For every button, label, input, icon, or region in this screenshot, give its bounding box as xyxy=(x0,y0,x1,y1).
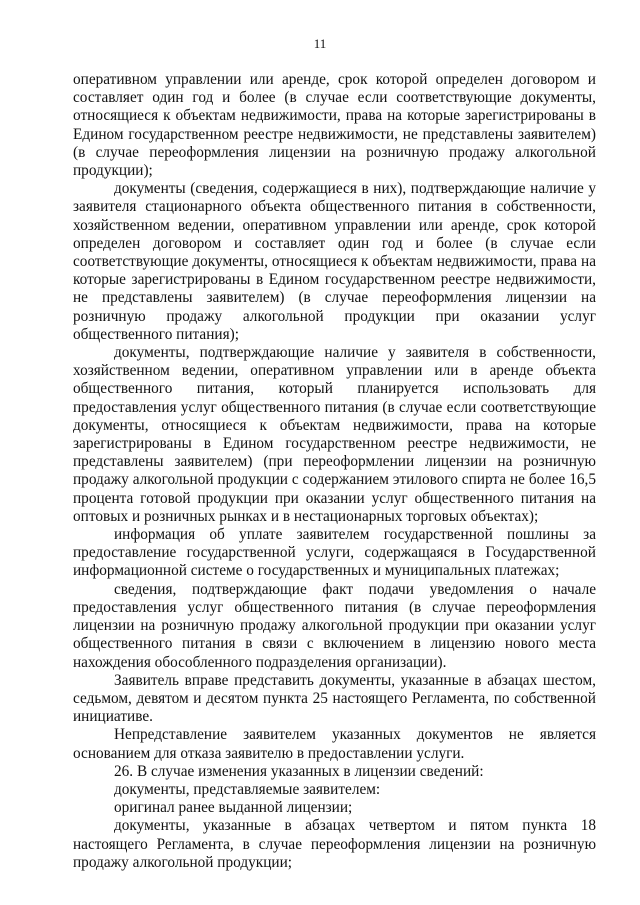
paragraph: документы, указанные в абзацах четвертом и пятом пункта 18 настоящего Регламента, в случае переоформления лицензии на розничную продажу алкогольной продукции; xyxy=(73,817,596,871)
paragraph: документы, представляемые заявителем: xyxy=(114,780,381,798)
paragraph: документы (сведения, содержащиеся в них), подтверждающие наличие у заявителя стационарного объекта общественного питания в собственности, хозяйственном ведении, оперативном управлении или аренде, срок которой определен договором и составляет один год и более (в случае если соответствующие документы, относящиеся к объектам недвижимости, права на которые зарегистрированы в Едином государственном реестре недвижимости, не представлены заявителем) (в случае переоформления лицензии на розничную продажу алкогольной продукции при оказании услуг общественного питания); xyxy=(73,180,596,343)
paragraph: оригинал ранее выданной лицензии; xyxy=(114,799,353,817)
paragraph: 26. В случае изменения указанных в лицензии сведений: xyxy=(114,762,484,780)
paragraph: информация об уплате заявителем государственной пошлины за предоставление государственной услуги, содержащаяся в Государственной информационной системе о государственных и муниципальных платежах; xyxy=(73,526,596,580)
paragraph: оперативном управлении или аренде, срок которой определен договором и составляет один год и более (в случае если соответствующие документы, относящиеся к объектам недвижимости, права на которые зарегистрированы в Едином государственном реестре недвижимости, не представлены заявителем) (в случае переоформления лицензии на розничную продажу алкогольной продукции); xyxy=(73,71,596,180)
paragraph: Заявитель вправе представить документы, указанные в абзацах шестом, седьмом, девятом и десятом пункта 25 настоящего Регламента, по собственной инициативе. xyxy=(73,671,596,726)
paragraph: Непредставление заявителем указанных документов не является основанием для отказа заявителю в предоставлении услуги. xyxy=(73,726,596,762)
paragraph: сведения, подтверждающие факт подачи уведомления о начале предоставления услуг общественного питания (в случае переоформления лицензии на розничную продажу алкогольной продукции при оказании услуг общественного питания в связи с включением в лицензию нового места нахождения обособленного подразделения организации). xyxy=(73,580,596,671)
page-number: 11 xyxy=(313,36,327,51)
document-body xyxy=(73,71,596,872)
paragraph: документы, подтверждающие наличие у заявителя в собственности, хозяйственном ведении, оперативном управлении или в аренде объекта общественного питания, который планируется использовать для предоставления услуг общественного питания (в случае если соответствующие документы, относящиеся к объектам недвижимости, права на которые зарегистрированы в Едином государственном реестре недвижимости, не представлены заявителем) (при переоформлении лицензии на розничную продажу алкогольной продукции с содержанием этилового спирта не более 16,5 процента готовой продукции при оказании услуг общественного питания на оптовых и розничных рынках и в нестационарных торговых объектах); xyxy=(73,344,596,525)
